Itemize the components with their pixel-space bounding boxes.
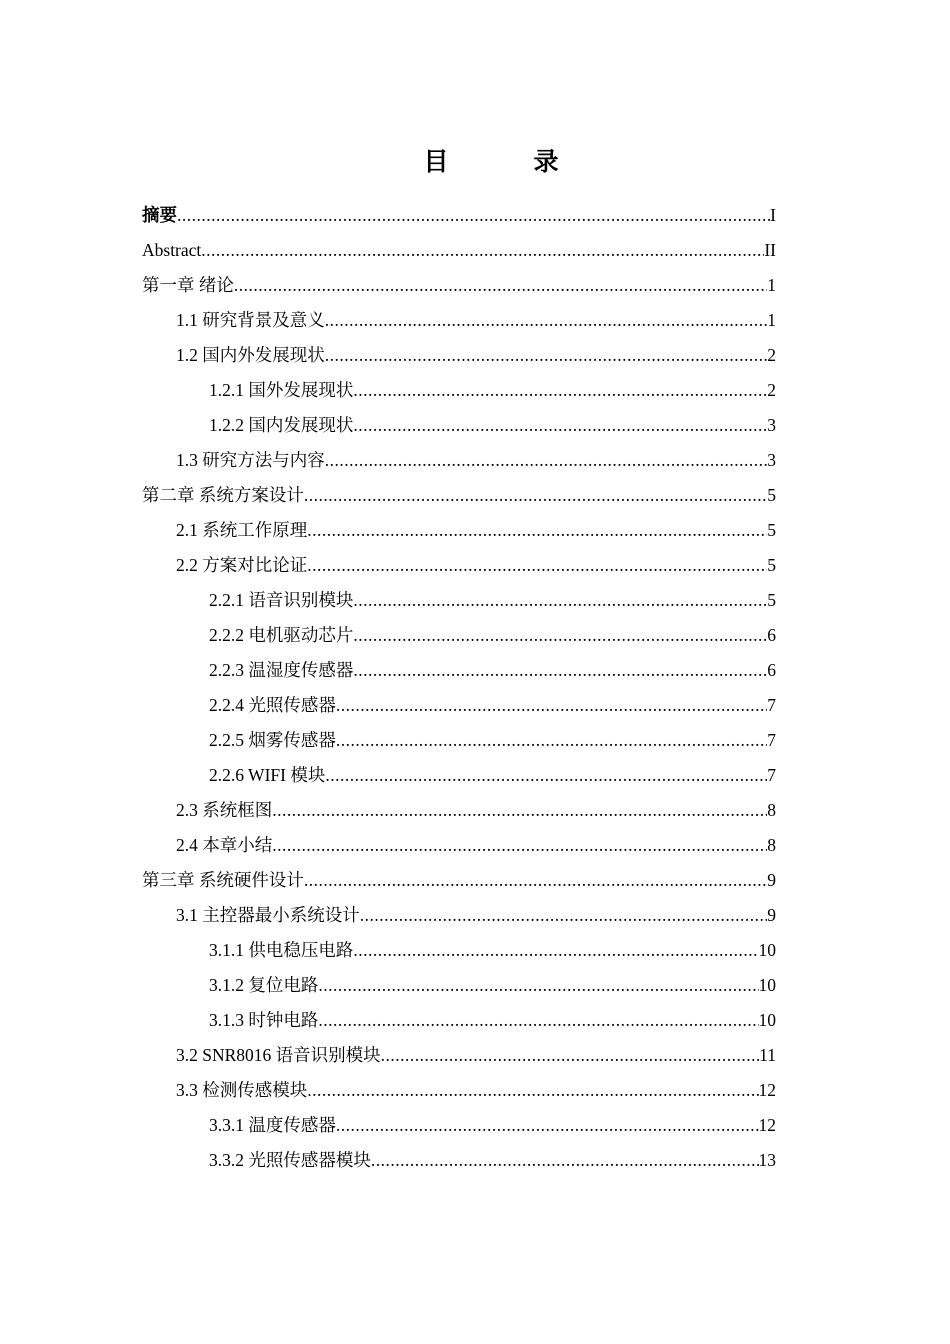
toc-entry-page-number: 9 xyxy=(767,870,776,890)
toc-entry-page-number: 6 xyxy=(767,660,776,680)
dot-leader xyxy=(177,198,770,233)
dot-leader xyxy=(307,1073,758,1108)
toc-entry-title: 3.1 主控器最小系统设计 xyxy=(176,905,360,925)
toc-entry[interactable] xyxy=(142,1073,776,1108)
dot-leader xyxy=(304,863,767,898)
toc-entry-title: 3.3 检测传感模块 xyxy=(176,1080,308,1100)
dot-leader xyxy=(234,268,767,303)
dot-leader xyxy=(325,758,767,793)
dot-leader xyxy=(336,723,767,758)
toc-entry-title: Abstract xyxy=(142,240,202,260)
toc-entry[interactable] xyxy=(142,443,776,478)
toc-entry-page-number: 13 xyxy=(758,1150,776,1170)
toc-entry-title: 第三章 系统硬件设计 xyxy=(142,870,304,890)
toc-entry[interactable] xyxy=(142,793,776,828)
dot-leader xyxy=(304,478,767,513)
toc-entry-page-number: 11 xyxy=(759,1045,776,1065)
toc-entry[interactable] xyxy=(142,828,776,863)
dot-leader xyxy=(325,338,768,373)
dot-leader xyxy=(371,1143,759,1178)
toc-entry-page-number: 12 xyxy=(758,1080,776,1100)
table-of-contents xyxy=(142,198,776,1178)
toc-entry-title: 1.2 国内外发展现状 xyxy=(176,345,325,365)
toc-entry[interactable] xyxy=(142,618,776,653)
toc-entry-title: 1.3 研究方法与内容 xyxy=(176,450,325,470)
toc-entry-page-number: 1 xyxy=(767,275,776,295)
toc-entry-title: 1.2.2 国内发展现状 xyxy=(209,415,354,435)
toc-entry[interactable] xyxy=(142,898,776,933)
toc-entry-page-number: 5 xyxy=(767,520,776,540)
dot-leader xyxy=(336,688,767,723)
toc-entry-title: 3.1.1 供电稳压电路 xyxy=(209,940,354,960)
dot-leader xyxy=(201,233,764,268)
toc-entry-page-number: 7 xyxy=(767,765,776,785)
toc-entry-page-number: 9 xyxy=(767,905,776,925)
toc-entry-title: 第二章 系统方案设计 xyxy=(142,485,304,505)
toc-entry[interactable] xyxy=(142,233,776,268)
toc-entry[interactable] xyxy=(142,968,776,1003)
dot-leader xyxy=(381,1038,759,1073)
toc-entry-title: 2.3 系统框图 xyxy=(176,800,273,820)
toc-entry-title: 2.1 系统工作原理 xyxy=(176,520,308,540)
toc-entry-title: 2.2.3 温湿度传感器 xyxy=(209,660,354,680)
toc-entry-page-number: 7 xyxy=(767,695,776,715)
toc-entry-page-number: I xyxy=(770,205,776,225)
toc-entry[interactable] xyxy=(142,1038,776,1073)
toc-entry-title: 第一章 绪论 xyxy=(142,275,234,295)
dot-leader xyxy=(353,618,767,653)
toc-entry[interactable] xyxy=(142,408,776,443)
toc-entry[interactable] xyxy=(142,653,776,688)
toc-entry-page-number: 10 xyxy=(758,1010,776,1030)
toc-entry-title: 2.2.5 烟雾传感器 xyxy=(209,730,336,750)
toc-entry-title: 1.1 研究背景及意义 xyxy=(176,310,325,330)
toc-entry-title: 2.2.1 语音识别模块 xyxy=(209,590,354,610)
toc-entry-page-number: 3 xyxy=(767,450,776,470)
dot-leader xyxy=(353,583,767,618)
toc-entry-title: 3.2 SNR8016 语音识别模块 xyxy=(176,1045,381,1065)
dot-leader xyxy=(360,898,768,933)
toc-entry-page-number: 8 xyxy=(767,800,776,820)
toc-entry[interactable] xyxy=(142,513,776,548)
toc-entry[interactable] xyxy=(142,1143,776,1178)
toc-entry-title: 摘要 xyxy=(142,205,177,225)
dot-leader xyxy=(353,373,767,408)
toc-entry-page-number: 8 xyxy=(767,835,776,855)
toc-entry-title: 1.2.1 国外发展现状 xyxy=(209,380,354,400)
toc-entry-title: 2.2 方案对比论证 xyxy=(176,555,308,575)
dot-leader xyxy=(353,653,767,688)
toc-entry[interactable] xyxy=(142,723,776,758)
toc-title: 目 录 xyxy=(423,147,589,176)
toc-entry-page-number: 12 xyxy=(758,1115,776,1135)
dot-leader xyxy=(318,968,758,1003)
dot-leader xyxy=(307,548,767,583)
toc-entry-title: 3.1.3 时钟电路 xyxy=(209,1010,319,1030)
toc-entry-page-number: 10 xyxy=(758,940,776,960)
toc-entry[interactable] xyxy=(142,758,776,793)
toc-entry[interactable] xyxy=(142,303,776,338)
dot-leader xyxy=(307,513,767,548)
toc-entry-page-number: 5 xyxy=(767,555,776,575)
dot-leader xyxy=(325,303,768,338)
toc-entry-title: 3.3.1 温度传感器 xyxy=(209,1115,336,1135)
toc-entry-title: 2.4 本章小结 xyxy=(176,835,273,855)
toc-entry[interactable] xyxy=(142,933,776,968)
toc-entry[interactable] xyxy=(142,1108,776,1143)
toc-entry-page-number: 2 xyxy=(767,345,776,365)
toc-entry-page-number: 10 xyxy=(758,975,776,995)
toc-entry-title: 2.2.4 光照传感器 xyxy=(209,695,336,715)
toc-entry[interactable] xyxy=(142,373,776,408)
dot-leader xyxy=(336,1108,759,1143)
dot-leader xyxy=(325,443,768,478)
toc-entry[interactable] xyxy=(142,583,776,618)
toc-entry[interactable] xyxy=(142,198,776,233)
toc-entry-page-number: 5 xyxy=(767,485,776,505)
toc-entry[interactable] xyxy=(142,1003,776,1038)
toc-entry[interactable] xyxy=(142,688,776,723)
dot-leader xyxy=(353,408,767,443)
toc-entry[interactable] xyxy=(142,548,776,583)
toc-entry[interactable] xyxy=(142,268,776,303)
dot-leader xyxy=(272,828,767,863)
toc-entry-page-number: 1 xyxy=(767,310,776,330)
toc-entry[interactable] xyxy=(142,478,776,513)
toc-entry-title: 2.2.6 WIFI 模块 xyxy=(209,765,326,785)
toc-entry-page-number: 3 xyxy=(767,415,776,435)
dot-leader xyxy=(318,1003,758,1038)
dot-leader xyxy=(272,793,767,828)
toc-entry-page-number: 6 xyxy=(767,625,776,645)
toc-entry-title: 3.3.2 光照传感器模块 xyxy=(209,1150,371,1170)
toc-entry-page-number: 5 xyxy=(767,590,776,610)
toc-entry-page-number: II xyxy=(764,240,776,260)
toc-entry-page-number: 7 xyxy=(767,730,776,750)
toc-entry-title: 2.2.2 电机驱动芯片 xyxy=(209,625,354,645)
toc-entry-page-number: 2 xyxy=(767,380,776,400)
toc-entry-title: 3.1.2 复位电路 xyxy=(209,975,319,995)
toc-entry[interactable] xyxy=(142,863,776,898)
toc-entry[interactable] xyxy=(142,338,776,373)
dot-leader xyxy=(353,933,758,968)
